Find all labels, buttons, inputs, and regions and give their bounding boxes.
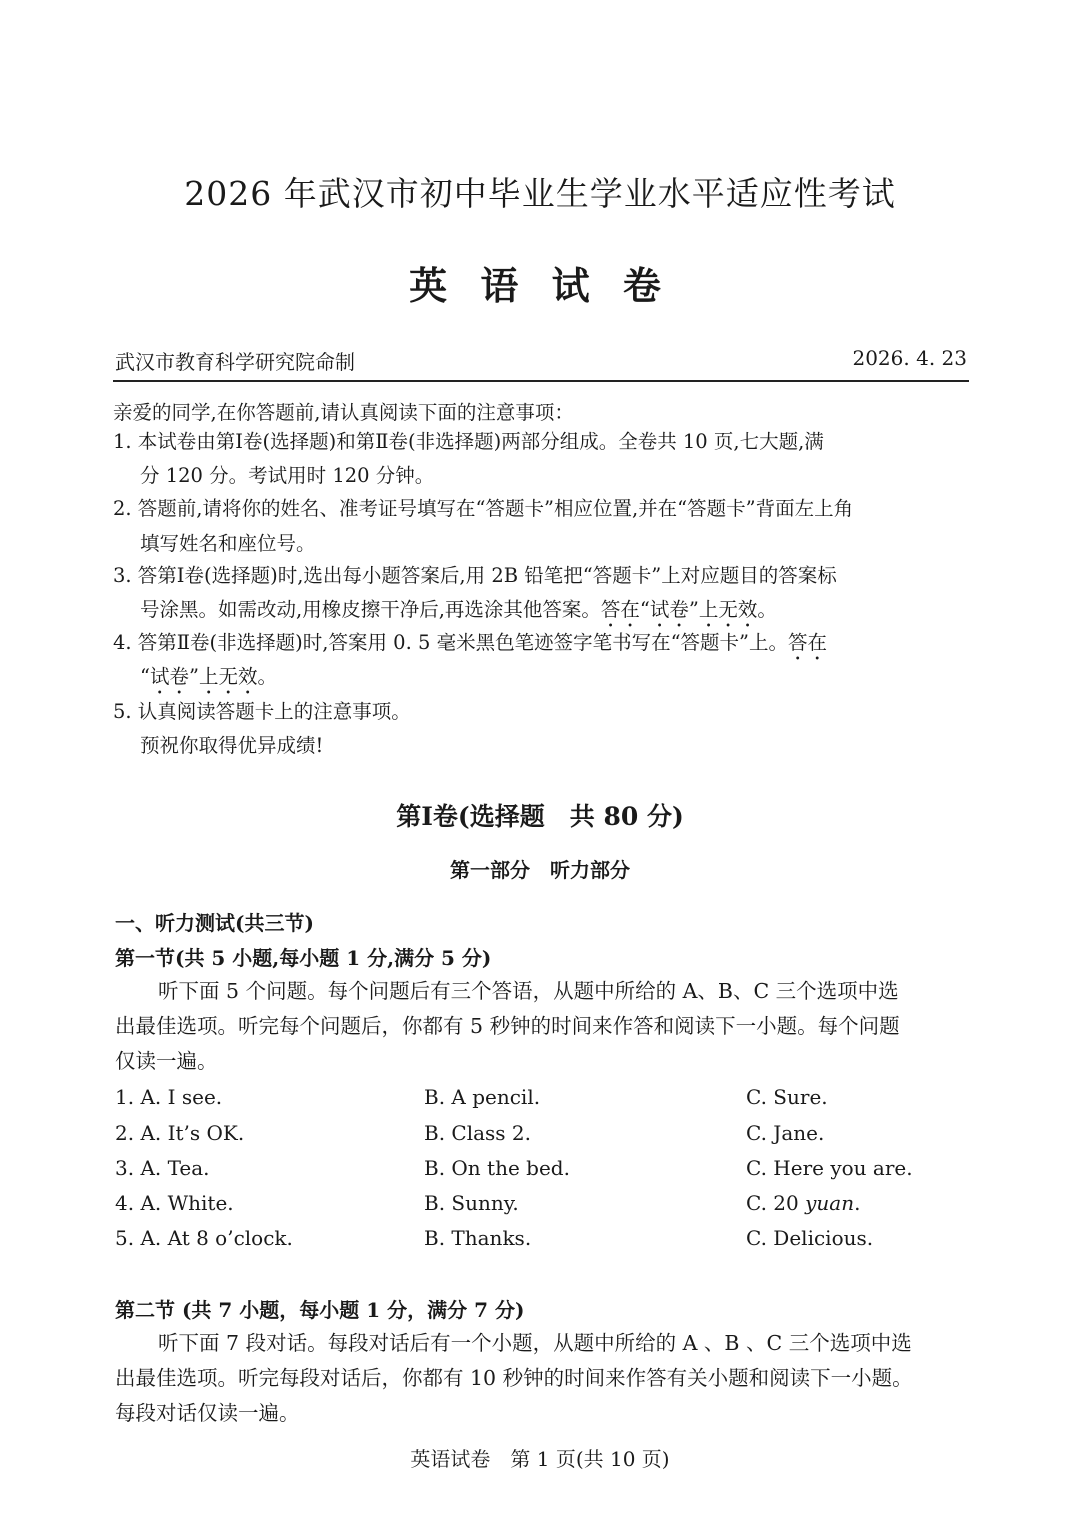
q3-option-b: B. On the bed. [424,1156,570,1180]
header-divider [113,380,969,382]
sec2-heading: 第二节 (共 7 小题，每小题 1 分，满分 7 分) [115,1298,525,1322]
q3-option-a: 3. A. Tea. [115,1156,210,1180]
notice-item-3-end: 。 [757,598,777,621]
notice-item-5: 5. 认真阅读答题卡上的注意事项。 [113,700,411,723]
notice-item-4-emphasis: 答在 [788,631,828,654]
notice-item-2-cont: 填写姓名和座位号。 [140,532,316,555]
sec2-instruction-2: 出最佳选项。听完每段对话后，你都有 10 秒钟的时间来作答有关小题和阅读下一小题。 [115,1366,913,1390]
q4-option-c-end: . [854,1191,861,1215]
notice-item-4-end: 。 [257,665,277,688]
section-heading: 一、听力测试(共三节) [115,911,314,935]
q4-option-b: B. Sunny. [424,1191,519,1215]
q5-option-c: C. Delicious. [746,1226,874,1250]
q4-option-c-text: C. 20 [746,1191,806,1215]
notice-greeting: 亲爱的同学,在你答题前,请认真阅读下面的注意事项： [113,401,574,424]
sec1-heading: 第一节(共 5 小题,每小题 1 分,满分 5 分) [115,946,492,970]
paper-subtitle: 英 语 试 卷 [409,263,671,308]
q4-option-c [746,1191,860,1215]
q2-option-a: 2. A. It’s OK. [115,1121,245,1145]
notice-wish: 预祝你取得优异成绩! [140,734,324,757]
q2-option-c: C. Jane. [746,1121,825,1145]
exam-title: 2026 年武汉市初中毕业生学业水平适应性考试 [184,174,896,213]
part-title: 第一部分 听力部分 [450,858,630,882]
page-footer: 英语试卷 第 1 页(共 10 页) [410,1447,670,1471]
sec1-instruction-3: 仅读一遍。 [115,1049,218,1073]
q1-option-b: B. A pencil. [424,1085,541,1109]
notice-item-4-cont [140,660,277,699]
notice-item-4-text: 4. 答第Ⅱ卷(非选择题)时,答案用 0. 5 毫米黑色笔迹签字笔书写在“答题卡”上。 [113,631,789,654]
q1-option-c: C. Sure. [746,1085,828,1109]
sec2-instruction-3: 每段对话仅读一遍。 [115,1401,300,1425]
q4-option-a: 4. A. White. [115,1191,234,1215]
q5-option-a: 5. A. At 8 o’clock. [115,1226,293,1250]
sec1-instruction-2: 出最佳选项。听完每个问题后，你都有 5 秒钟的时间来作答和阅读下一小题。每个问题 [115,1014,900,1038]
notice-item-4-emphasis-cont: “试卷”上无效 [140,665,258,688]
q2-option-b: B. Class 2. [424,1121,532,1145]
notice-item-2: 2. 答题前,请将你的姓名、准考证号填写在“答题卡”相应位置,并在“答题卡”背面左上角 [113,497,854,520]
volume-title: 第Ⅰ卷(选择题 共 80 分) [396,802,684,831]
issuer: 武汉市教育科学研究院命制 [115,350,355,374]
notice-item-3: 3. 答第Ⅰ卷(选择题)时,选出每小题答案后,用 2B 铅笔把“答题卡”上对应题目的答案标 [113,564,837,587]
q4-option-c-italic: yuan [805,1191,855,1215]
notice-item-1-cont: 分 120 分。考试用时 120 分钟。 [140,464,435,487]
notice-item-3-emphasis: 答在“试卷”上无效 [600,598,758,621]
q3-option-c: C. Here you are. [746,1156,913,1180]
q1-option-a: 1. A. I see. [115,1085,223,1109]
sec2-instruction-1: 听下面 7 段对话。每段对话后有一个小题，从题中所给的 A 、B 、C 三个选项中选 [158,1331,912,1355]
q5-option-b: B. Thanks. [424,1226,532,1250]
notice-item-1: 1. 本试卷由第Ⅰ卷(选择题)和第Ⅱ卷(非选择题)两部分组成。全卷共 10 页,七大题,满 [113,430,824,453]
notice-item-3-text: 号涂黑。如需改动,用橡皮擦干净后,再选涂其他答案。 [140,598,601,621]
exam-date: 2026. 4. 23 [852,346,967,370]
sec1-instruction-1: 听下面 5 个问题。每个问题后有三个答语，从题中所给的 A、B、C 三个选项中选 [158,979,899,1003]
